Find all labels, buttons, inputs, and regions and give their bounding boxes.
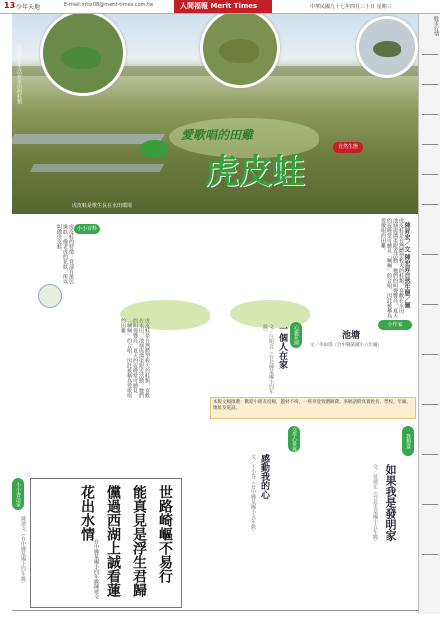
sidebar-tip — [16, 222, 102, 312]
stock-line — [422, 404, 438, 405]
lamp-illustration — [38, 284, 62, 308]
stock-title: 股市行情 — [433, 16, 439, 36]
poem-column: 能真見是浮生君歸 — [131, 485, 147, 597]
frog-illustration — [61, 47, 101, 69]
stock-line — [422, 84, 438, 85]
article-label: 文學心世界 — [288, 426, 300, 452]
page-header — [0, 0, 440, 14]
stock-line — [422, 504, 438, 505]
article-byline: 文／李如琪（台中縣某國小六年級） — [310, 343, 382, 348]
stock-line — [422, 454, 438, 455]
article-text-block: 虎皮蛙是台灣體型較大的蛙類，喜歡在水田、池塘與溝渠附近活動。牠們的叫聲響亮，夏天的夜晚常可聽見「嘓嘓」的合唱，因此被稱為愛歌唱的田雞。 — [120, 318, 150, 398]
water-channel — [30, 164, 165, 172]
frog-inset-photo — [356, 16, 418, 78]
stock-line — [422, 354, 438, 355]
article-alone-at-home — [262, 318, 302, 394]
feature-byline: 陳昇宏／文 陳宏昇自然生態／圖 — [403, 222, 410, 309]
photo-caption: 虎皮蛙是歌生長在水田環境 — [72, 203, 133, 209]
stock-line — [422, 204, 438, 205]
frog-illustration — [373, 41, 401, 57]
poem-label: 小小書法家 — [12, 478, 24, 510]
frog-mascot-icon — [140, 140, 168, 158]
feature-subtitle: 愛歌唱的田雞 — [181, 128, 254, 142]
feature-body-text: 虎皮蛙是台灣體型較大的蛙類，喜歡在水田、池塘與溝渠附近活動。牠們的叫聲響亮，夏天的夜晚常可聽見「嘓嘓」的合唱，因此被稱為愛歌唱的田雞。 — [380, 218, 404, 318]
article-label: 小作家 — [378, 320, 412, 330]
contact-email[interactable]: E-mail:mtsr08@merit-times.com.tw — [64, 2, 154, 8]
calligraphy-box — [30, 478, 182, 608]
stock-line — [422, 174, 438, 175]
poem-column: 花出水情 — [79, 485, 95, 541]
photo-caption-top: 虎皮蛙是生活在水田的蛙類 — [16, 44, 22, 104]
feature-title: 虎皮蛙 — [205, 152, 304, 192]
poem-column: 儻過西湖上誠看蓮 — [105, 485, 121, 597]
frog-inset-photo — [200, 14, 280, 88]
article-title: 感動我的心 — [259, 454, 269, 499]
poem-column: 世路崎嶇不易行 — [157, 485, 173, 583]
stock-column — [418, 14, 440, 614]
frog-inset-photo — [40, 14, 126, 96]
article-pond — [306, 318, 416, 396]
frog-illustration — [219, 39, 259, 63]
stock-line — [422, 114, 438, 115]
poem-byline: 陳建文（台中縣某國小四年級） — [20, 516, 26, 586]
article-title: 如果我是發明家 — [384, 464, 397, 541]
stock-line — [422, 554, 438, 555]
issue-date: 中華民國九十七年四月三十日 星期三 — [310, 4, 392, 10]
bottom-rule — [12, 610, 418, 611]
feature-title-block — [165, 118, 365, 196]
sidebar-tip-label: 小小百科 — [74, 224, 100, 234]
sidebar-tip-text: 虎皮蛙的特徵：背部有黑色斑紋，像老虎的花紋，所以叫做虎皮蛙。 — [56, 224, 74, 284]
stock-line — [422, 304, 438, 305]
article-touching-heart — [212, 424, 302, 606]
page-number: 13 — [4, 1, 16, 10]
stock-line — [422, 54, 438, 55]
column-tag: 自然生態 — [333, 142, 363, 153]
stock-line — [422, 254, 438, 255]
article-label: 心靈花園 — [290, 322, 302, 348]
article-byline: 文／吳建宏（台北市某國小五年級） — [372, 464, 378, 544]
article-title: 一個人在家 — [277, 324, 287, 369]
article-byline: 文／汪明宜（台北縣某國小四年級） — [262, 324, 274, 394]
article-label: 我想當 — [402, 426, 414, 456]
submission-notice: 本版文稿徵選：歡迎小朋友投稿，題材不拘，一經刊登致贈稿費。來稿請附真實姓名、學校、年級、地址及電話。 — [210, 397, 416, 419]
stock-line — [422, 144, 438, 145]
masthead-logo: 人間福報 Merit Times — [174, 0, 272, 13]
article-inventor — [306, 424, 416, 606]
poem-signature: 台中縣某國小四年級陳建文 — [93, 539, 99, 599]
section-name: 少年天地 — [16, 4, 41, 11]
article-byline: 文／王小芬（台中縣某國小五年級） — [250, 454, 256, 534]
article-title: 池塘 — [342, 331, 361, 341]
